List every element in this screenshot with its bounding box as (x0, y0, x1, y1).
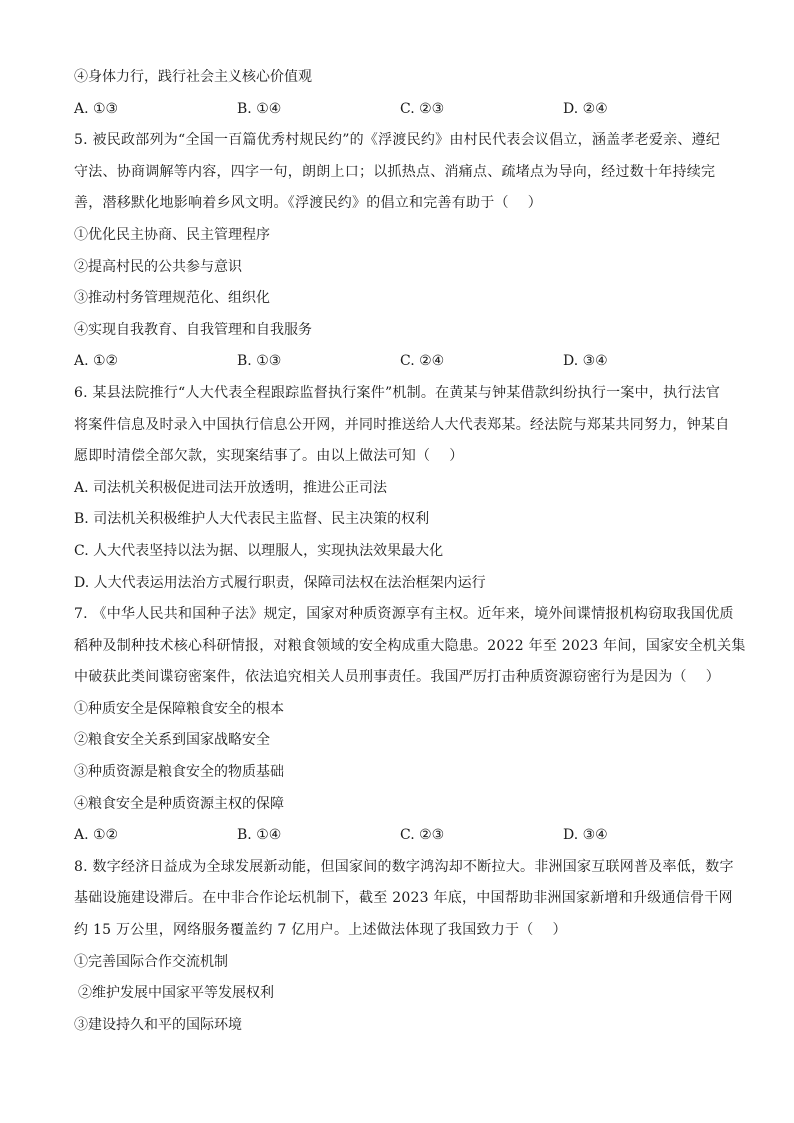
q7-stem-line-3: 中破获此类间谍窃密案件，依法追究相关人员刑事责任。我国严厉打击种质资源窃密行为是因为（ ） (74, 669, 720, 686)
q6-stem-line-2: 将案件信息及时录入中国执行信息公开网，并同时推送给人大代表郑某。经法院与郑某共同努力，钟某自 (74, 416, 730, 433)
q5-option-d[interactable]: D. ③④ (563, 353, 608, 370)
q4-options (74, 94, 734, 126)
q5-options (74, 346, 734, 378)
q7-options (74, 820, 734, 852)
q6-choice-c[interactable]: C. 人大代表坚持以法为据、以理服人，实现执法效果最大化 (74, 542, 444, 559)
q7-option-b[interactable]: B. ①④ (237, 827, 282, 844)
q6-stem-line-3: 愿即时清偿全部欠款，实现案结事了。由以上做法可知（ ） (74, 448, 464, 465)
q7-option-c[interactable]: C. ②③ (400, 827, 445, 844)
q6-choice-b[interactable]: B. 司法机关积极维护人大代表民主监督、民主决策的权利 (74, 511, 430, 528)
q4-option-d[interactable]: D. ②④ (563, 100, 608, 117)
q4-option-b[interactable]: B. ①④ (237, 100, 282, 117)
q6-choice-a[interactable]: A. 司法机关积极促进司法开放透明，推进公正司法 (74, 479, 388, 496)
q6-choice-d[interactable]: D. 人大代表运用法治方式履行职责，保障司法权在法治框架内运行 (74, 574, 486, 591)
q7-stem-line-1: 7. 《中华人民共和国种子法》规定，国家对种质资源享有主权。近年来，境外间谍情报机构窃取我国优质 (74, 606, 734, 623)
q7-item-3: ③种质资源是粮食安全的物质基础 (74, 764, 284, 781)
q4-option-c[interactable]: C. ②③ (400, 100, 445, 117)
q7-option-a[interactable]: A. ①② (74, 827, 119, 844)
q5-item-3: ③推动村务管理规范化、组织化 (74, 290, 270, 307)
q5-option-b[interactable]: B. ①③ (237, 353, 282, 370)
q7-item-4: ④粮食安全是种质资源主权的保障 (74, 795, 284, 812)
q4-option-a[interactable]: A. ①③ (74, 100, 119, 117)
q8-stem-line-3: 约 15 万公里，网络服务覆盖约 7 亿用户。上述做法体现了我国致力于（ ） (74, 922, 567, 939)
q8-item-2: ②维护发展中国家平等发展权利 (78, 985, 274, 1002)
q6-stem-line-1: 6. 某县法院推行“人大代表全程跟踪监督执行案件”机制。在黄某与钟某借款纠纷执行一案中，执行法官 (74, 384, 721, 401)
q7-item-2: ②粮食安全关系到国家战略安全 (74, 732, 270, 749)
q7-stem-line-2: 稻种及制种技术核心科研情报，对粮食领域的安全构成重大隐患。2022 年至 2023 年间，国家安全机关集 (74, 637, 746, 654)
q5-stem-line-3: 善，潜移默化地影响着乡风文明。《浮渡民约》的倡立和完善有助于（ ） (74, 195, 542, 212)
q5-item-4: ④实现自我教育、自我管理和自我服务 (74, 321, 312, 338)
q5-item-1: ①优化民主协商、民主管理程序 (74, 226, 270, 243)
q4-item-4: ④身体力行，践行社会主义核心价值观 (74, 69, 312, 85)
q5-item-2: ②提高村民的公共参与意识 (74, 258, 242, 275)
q8-item-1: ①完善国际合作交流机制 (74, 953, 228, 970)
q8-stem-line-1: 8. 数字经济日益成为全球发展新动能，但国家间的数字鸿沟却不断拉大。非洲国家互联网普及率低，数字 (74, 858, 734, 875)
q5-option-c[interactable]: C. ②④ (400, 353, 445, 370)
q8-item-3: ③建设持久和平的国际环境 (74, 1016, 242, 1033)
q7-option-d[interactable]: D. ③④ (563, 827, 608, 844)
q5-stem-line-1: 5. 被民政部列为“全国一百篇优秀村规民约”的《浮渡民约》由村民代表会议倡立，涵盖孝老爱亲、遵纪 (74, 132, 721, 149)
q5-stem-line-2: 守法、协商调解等内容，四字一句，朗朗上口；以抓热点、消痛点、疏堵点为导向，经过数十年持续完 (74, 163, 716, 180)
exam-page (74, 62, 746, 1041)
q8-stem-line-2: 基础设施建设滞后。在中非合作论坛机制下，截至 2023 年底，中国帮助非洲国家新增和升级通信骨干网 (74, 890, 733, 907)
q7-item-1: ①种质安全是保障粮食安全的根本 (74, 700, 284, 717)
q5-option-a[interactable]: A. ①② (74, 353, 119, 370)
